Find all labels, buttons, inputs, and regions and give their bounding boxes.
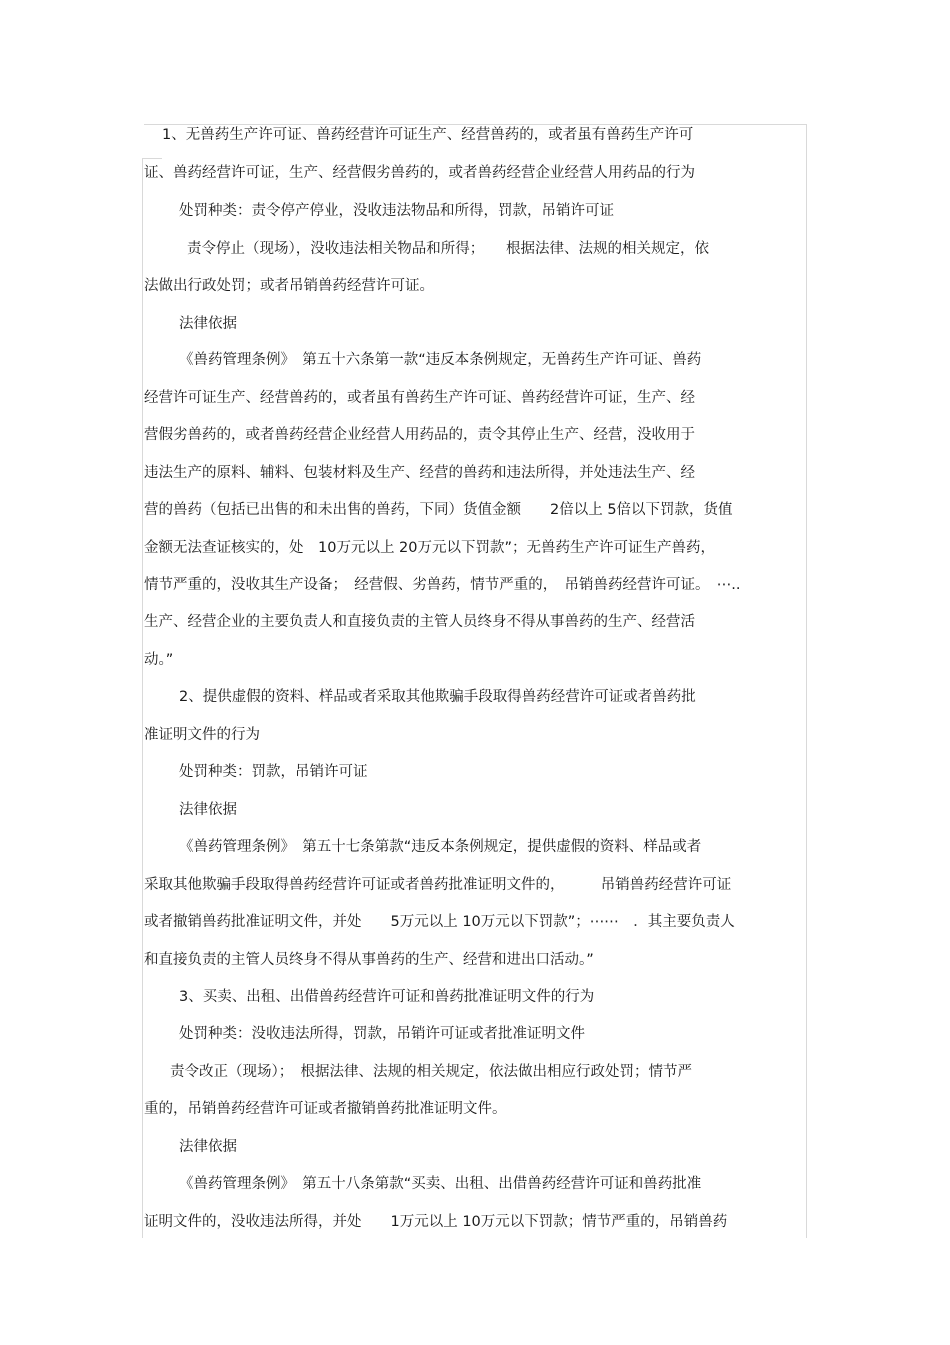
section-1-legal-text: 违法生产的原料、辅料、包装材料及生产、经营的兽药和违法所得，并处违法生产、经 (144, 465, 695, 481)
section-3-heading: 3、买卖、出租、出借兽药经营许可证和兽药批准证明文件的行为 (179, 989, 595, 1005)
section-1-heading: 1、无兽药生产许可证、兽药经营许可证生产、经营兽药的，或者虽有兽药生产许可 (162, 127, 694, 143)
section-3-legal-text: 证明文件的，没收违法所得，并处 1万元以上 10万元以下罚款；情节严重的，吊销兽药 (144, 1214, 728, 1230)
frame-right-border (806, 124, 807, 1238)
section-1-legal-text: 《兽药管理条例》 第五十六条第一款“违反本条例规定，无兽药生产许可证、兽药 (179, 352, 702, 368)
section-3-penalty-types: 处罚种类：没收违法所得，罚款，吊销许可证或者批准证明文件 (179, 1026, 585, 1042)
section-2-heading: 2、提供虚假的资料、样品或者采取其他欺骗手段取得兽药经营许可证或者兽药批 (179, 689, 696, 705)
frame-left-border (142, 158, 143, 1238)
section-2-legal-text: 和直接负责的主管人员终身不得从事兽药的生产、经营和进出口活动。” (144, 952, 594, 968)
section-2-legal-text: 或者撤销兽药批准证明文件，并处 5万元以上 10万元以下罚款”；⋯⋯ ．其主要负责人 (144, 914, 735, 930)
section-3-legal-basis-heading: 法律依据 (179, 1139, 237, 1155)
section-2-penalty-types: 处罚种类：罚款，吊销许可证 (179, 764, 368, 780)
frame-inner-top-border (142, 158, 162, 159)
section-1-legal-basis-heading: 法律依据 (179, 316, 237, 332)
section-2-legal-text: 采取其他欺骗手段取得兽药经营许可证或者兽药批准证明文件的， 吊销兽药经营许可证 (144, 877, 732, 893)
section-3-measures-continued: 重的，吊销兽药经营许可证或者撤销兽药批准证明文件。 (144, 1101, 507, 1117)
section-1-legal-text: 金额无法查证核实的，处 10万元以上 20万元以下罚款”；无兽药生产许可证生产兽药， (144, 540, 716, 556)
section-1-legal-text: 营假劣兽药的，或者兽药经营企业经营人用药品的，责令其停止生产、经营，没收用于 (144, 427, 695, 443)
section-1-legal-text: 营的兽药（包括已出售的和未出售的兽药，下同）货值金额 2倍以上 5倍以下罚款，货值 (144, 502, 733, 518)
section-2-heading-continued: 准证明文件的行为 (144, 727, 260, 743)
section-2-legal-basis-heading: 法律依据 (179, 802, 237, 818)
section-1-legal-text: 情节严重的，没收其生产设备； 经营假、劣兽药，情节严重的， 吊销兽药经营许可证。 ⋯.. (144, 577, 741, 593)
section-1-legal-text: 经营许可证生产、经营兽药的，或者虽有兽药生产许可证、兽药经营许可证，生产、经 (144, 390, 695, 406)
section-1-legal-text: 动。” (144, 652, 174, 668)
section-3-legal-text: 《兽药管理条例》 第五十八条第款“买卖、出租、出借兽药经营许可证和兽药批准 (179, 1176, 702, 1192)
section-1-heading-continued: 证、兽药经营许可证，生产、经营假劣兽药的，或者兽药经营企业经营人用药品的行为 (144, 165, 695, 181)
section-1-measures: 责令停止（现场），没收违法相关物品和所得； 根据法律、法规的相关规定，依 (187, 241, 709, 257)
section-1-penalty-types: 处罚种类：责令停产停业，没收违法物品和所得，罚款，吊销许可证 (179, 203, 614, 219)
section-2-legal-text: 《兽药管理条例》 第五十七条第款“违反本条例规定，提供虚假的资料、样品或者 (179, 839, 702, 855)
section-3-measures: 责令改正（现场）； 根据法律、法规的相关规定，依法做出相应行政处罚；情节严 (170, 1064, 692, 1080)
section-1-measures-continued: 法做出行政处罚；或者吊销兽药经营许可证。 (144, 278, 434, 294)
section-1-legal-text: 生产、经营企业的主要负责人和直接负责的主管人员终身不得从事兽药的生产、经营活 (144, 614, 695, 630)
